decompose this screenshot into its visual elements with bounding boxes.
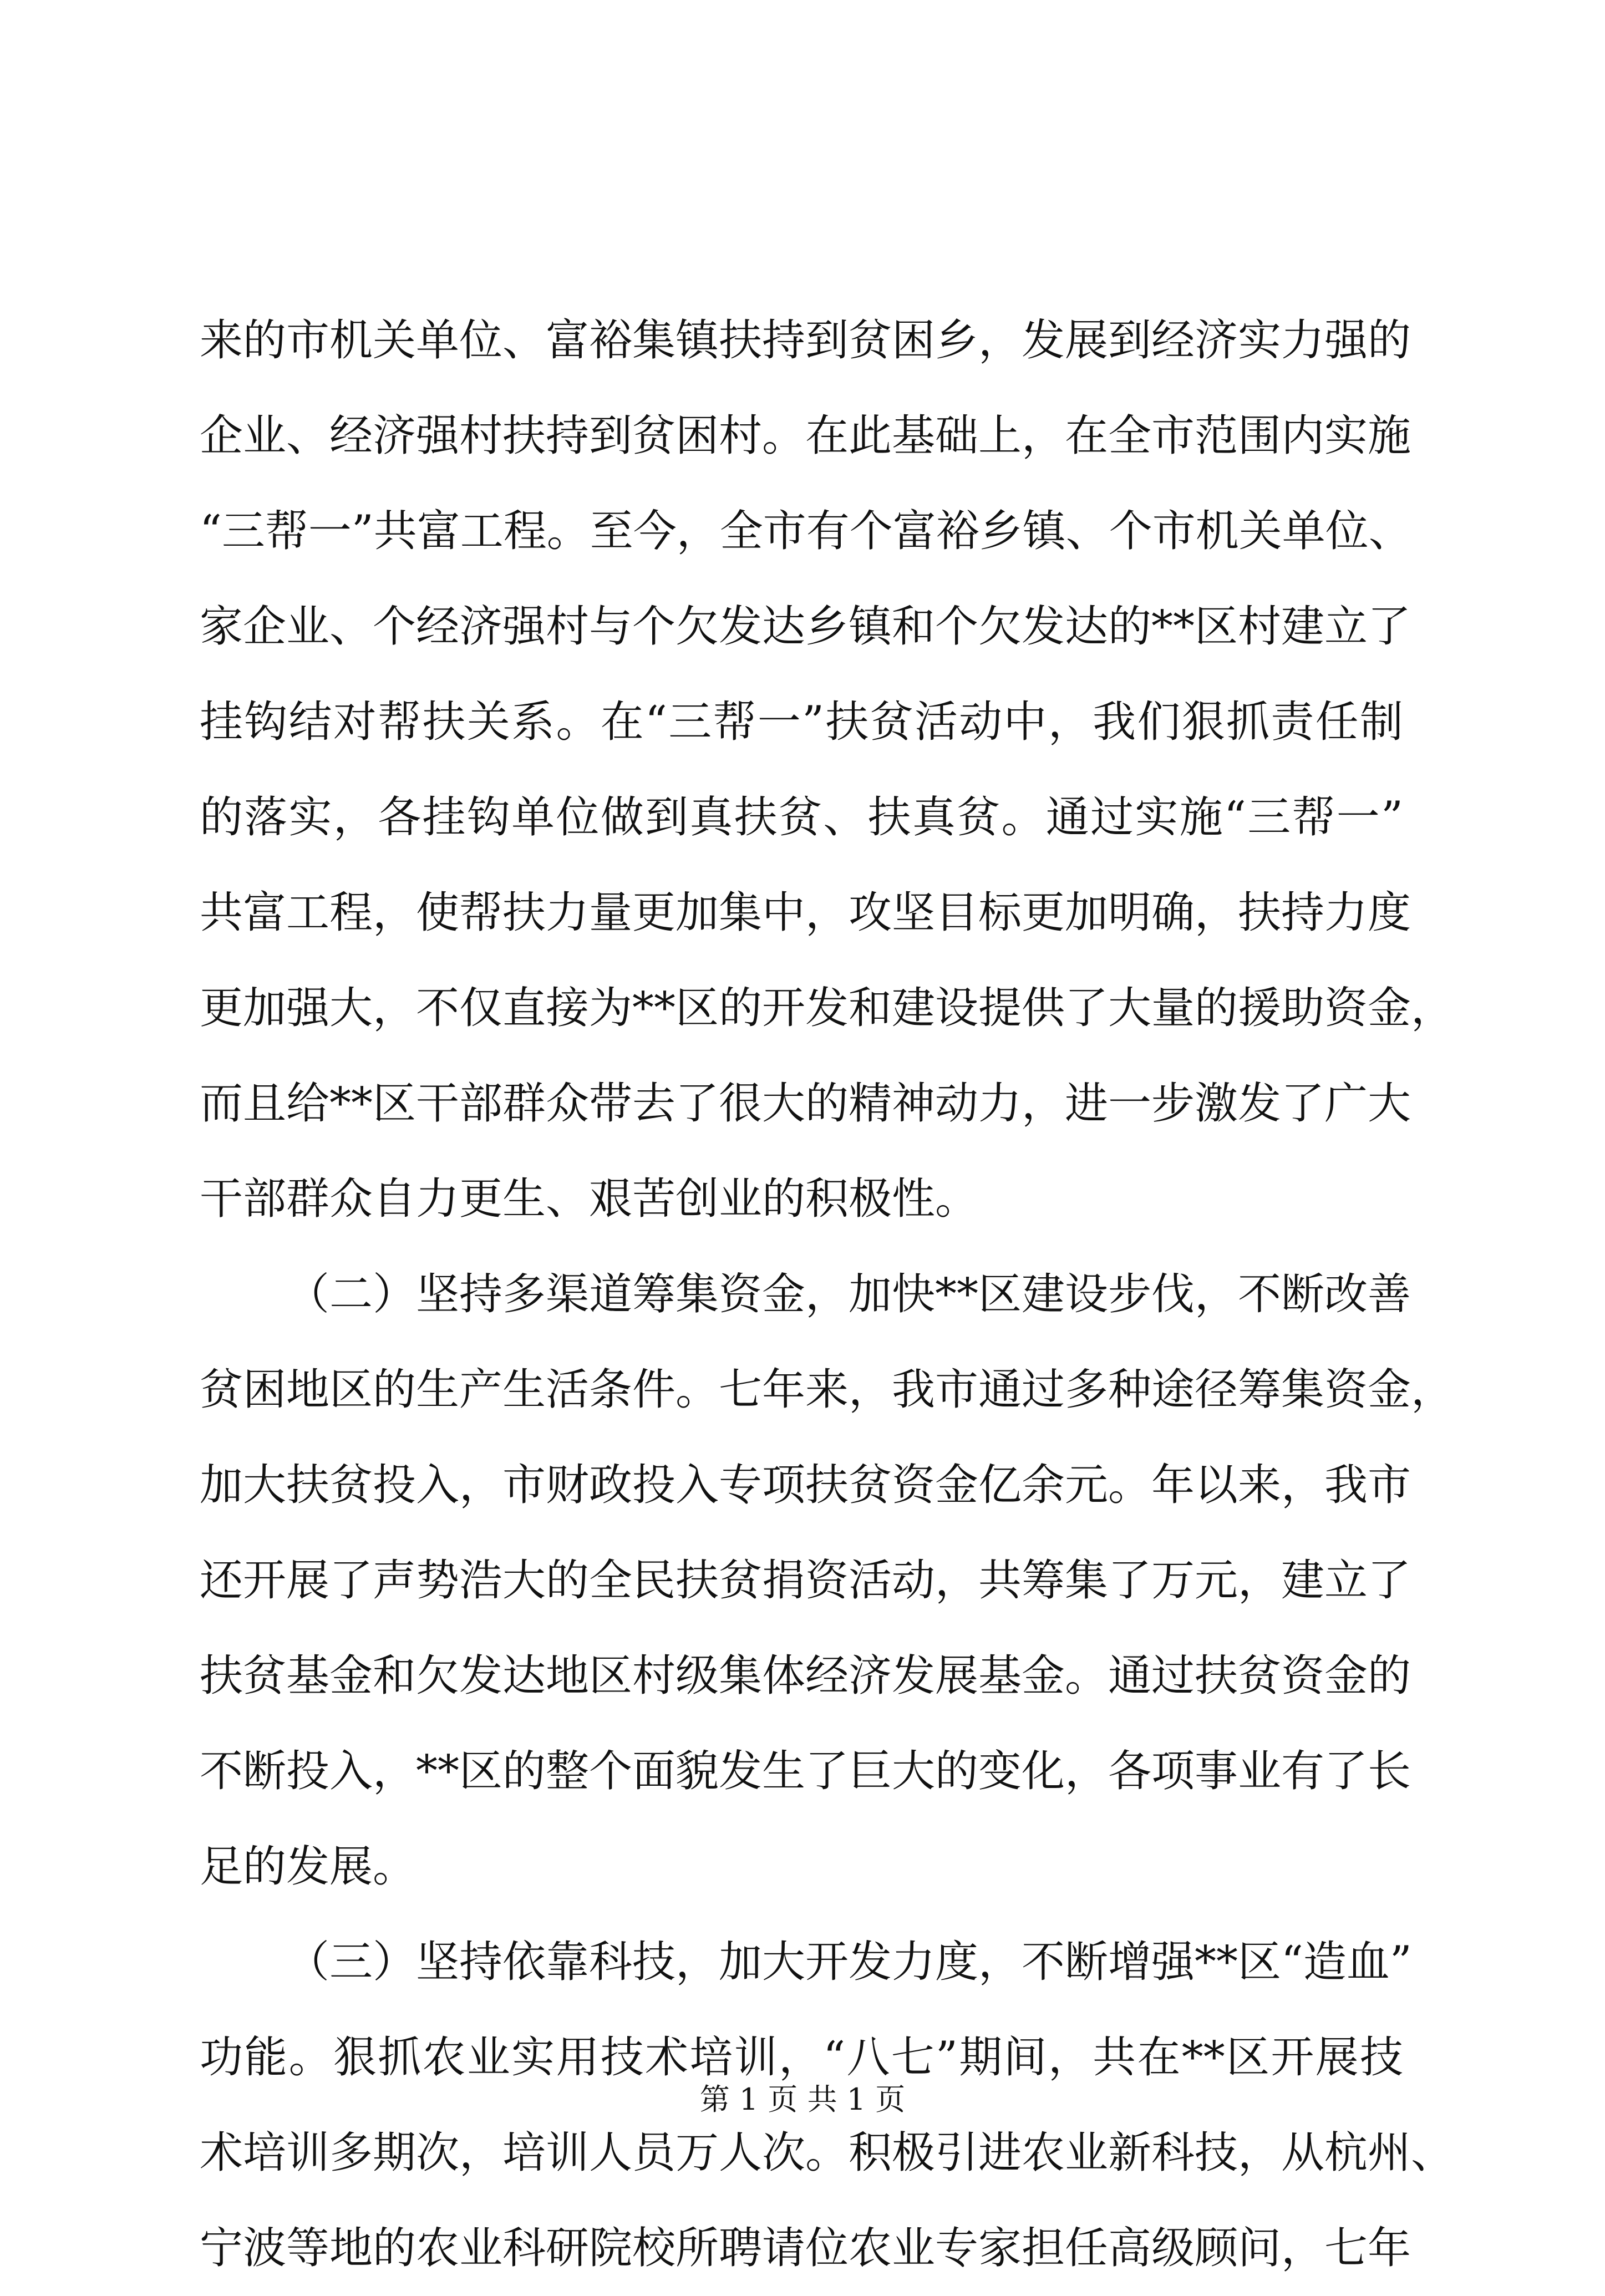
page-footer: 第 1 页 共 1 页 <box>699 2082 906 2117</box>
paragraph-heading-line: （三）坚持依靠科技，加大开发力度，不断增强**区“造血” <box>286 1937 1412 1987</box>
text-line: 贫困地区的生产生活条件。七年来，我市通过多种途径筹集资金， <box>200 1365 1455 1415</box>
text-line: 挂钩结对帮扶关系。在“三帮一”扶贫活动中，我们狠抓责任制 <box>200 697 1403 747</box>
text-line: 术培训多期次，培训人员万人次。积极引进农业新科技，从杭州、 <box>200 2128 1455 2178</box>
text-line: 扶贫基金和欠发达地区村级集体经济发展基金。通过扶贫资金的 <box>200 1651 1411 1701</box>
text-line: 共富工程，使帮扶力量更加集中，攻坚目标更加明确，扶持力度 <box>200 888 1411 938</box>
text-line: 家企业、个经济强村与个欠发达乡镇和个欠发达的**区村建立了 <box>200 602 1411 652</box>
text-line: 企业、经济强村扶持到贫困村。在此基础上，在全市范围内实施 <box>200 411 1411 461</box>
text-line: 加大扶贫投入，市财政投入专项扶贫资金亿余元。年以来，我市 <box>200 1460 1411 1510</box>
text-line: 功能。狠抓农业实用技术培训，“八七”期间，共在**区开展技 <box>200 2033 1403 2082</box>
text-line: 足的发展。 <box>200 1842 417 1892</box>
text-line: “三帮一”共富工程。至今，全市有个富裕乡镇、个市机关单位、 <box>200 506 1412 556</box>
paragraph-heading-line: （二）坚持多渠道筹集资金，加快**区建设步伐，不断改善 <box>286 1269 1411 1319</box>
text-line: 的落实，各挂钩单位做到真扶贫、扶真贫。通过实施“三帮一” <box>200 793 1403 842</box>
text-line: 干部群众自力更生、艰苦创业的积极性。 <box>200 1174 979 1224</box>
text-line: 不断投入，**区的整个面貌发生了巨大的变化，各项事业有了长 <box>200 1746 1411 1796</box>
text-line: 更加强大，不仅直接为**区的开发和建设提供了大量的援助资金， <box>200 983 1455 1033</box>
body-text <box>200 293 1455 2296</box>
text-line: 而且给**区干部群众带去了很大的精神动力，进一步激发了广大 <box>200 1079 1411 1129</box>
text-line: 还开展了声势浩大的全民扶贫捐资活动，共筹集了万元，建立了 <box>200 1556 1411 1606</box>
text-line: 来的市机关单位、富裕集镇扶持到贫困乡，发展到经济实力强的 <box>200 316 1411 365</box>
text-line: 宁波等地的农业科研院校所聘请位农业专家担任高级顾问，七年 <box>200 2223 1411 2273</box>
